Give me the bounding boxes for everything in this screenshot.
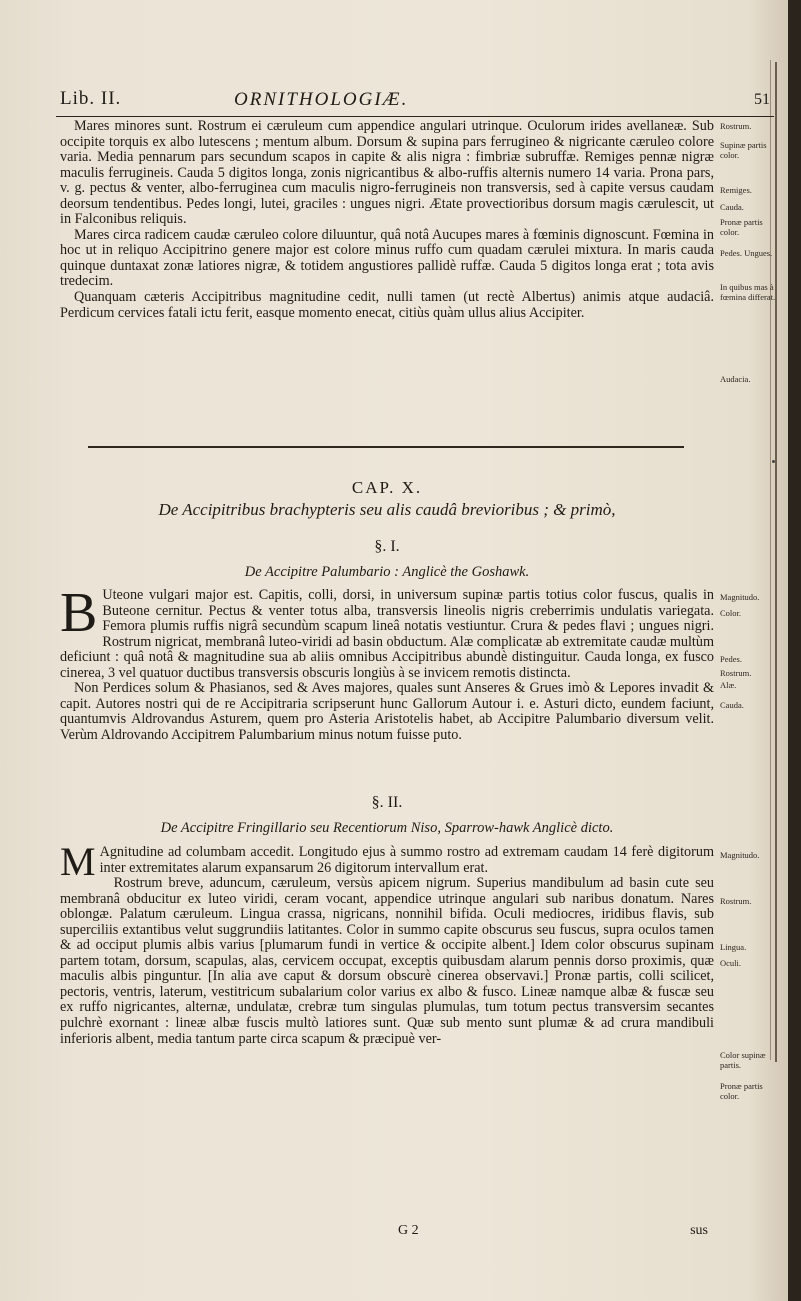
page-edge (775, 62, 777, 1062)
section-mark: §. I. (374, 538, 400, 555)
drop-cap: M (60, 839, 96, 884)
paragraph-text: Agnitudine ad columbam accedit. Longitudo ejus à summo rostro ad extremam caudam 14 ferè digitorum inter extremitates alarum expansarum 26 digitorum intervallum erat. (99, 844, 714, 876)
section-mark: §. II. (371, 794, 403, 811)
page-number: 51 (754, 91, 770, 108)
chapter-title: De Accipitribus brachypteris seu alis caudâ brevioribus ; & primò, (158, 500, 616, 519)
book-number: Lib. II. (60, 88, 122, 109)
marginal-note: Audacia. (720, 374, 751, 384)
marginal-note: Supinæ partis color. (720, 140, 767, 160)
marginal-note: Rostrum. (720, 896, 752, 906)
drop-cap: B (60, 582, 98, 644)
section-rule (88, 446, 684, 448)
text-block-2 (60, 582, 714, 743)
marginal-note: Alæ. (720, 680, 737, 690)
section-title: De Accipitre Palumbario : Anglicè the Goshawk. (244, 564, 530, 580)
chapter-number: CAP. X. (351, 478, 423, 497)
paragraph-text: Uteone vulgari major est. Capitis, colli, dorsi, in universum supinæ partis totius color fuscus, qualis in Buteone cernitur. Pectus & venter totus alba, transversis lineolis nigris creberrimis undulatis variegata. Femora plumis ruffis nigrâ secundùm scapum lineâ notatis vestiuntur. Crura & pedes flavi ; ungues nigri. Rostrum nigricat, membranâ luteo-viridi ad basin obductum. Alæ complicatæ ab extremitate caudæ multùm deficiunt : quâ notâ & magnitudine sua ab aliis omnibus Accipitribus abundè distinguitur. Cauda longa, ex fusco cinerea, 3 vel quatuor ductibus transversis obscuris longiùs à se invicem remotis distincta. (60, 587, 714, 681)
paragraph: Non Perdices solum & Phasianos, sed & Aves majores, quales sunt Anseres & Grues imò & Lepores invadit & capit. Autores nostri qui de re Accipitraria scripserunt hunc Gallorum Autour i. e. Asturi dicto, eundem faciunt, quantumvis Aldrovandus Asturem, quem pro Asteria Aristotelis habet, ab Accipitre Palumbario diversum velit. Verùm Aldrovando Accipitrem Palumbarium minus notum fuisse puto. (60, 680, 714, 743)
marginal-note: Rostrum. (720, 668, 752, 678)
marginal-note: Magnitudo. (720, 850, 760, 860)
marginal-note: Pronæ partis color. (720, 1081, 763, 1101)
text-block-1 (60, 119, 714, 321)
running-title: ORNITHOLOGIÆ. (234, 89, 409, 110)
marginal-note: Lingua. (720, 942, 747, 952)
section-title: De Accipitre Fringillario seu Recentiorum Niso, Sparrow-hawk Anglicè dicto. (160, 820, 614, 836)
paragraph: Quanquam cæteris Accipitribus magnitudine cedit, nulli tamen (ut rectè Albertus) animis atque audaciâ. Perdicum cervices fatali ictu ferit, easque momento enecat, citiùs quàm ullus alius Accipiter. (60, 289, 714, 321)
signature-mark: G 2 (398, 1223, 419, 1238)
marginal-note: Pronæ partis color. (720, 217, 763, 237)
marginal-note: Color. (720, 608, 742, 618)
paragraph: Mares minores sunt. Rostrum ei cæruleum cum appendice angulari utrinque. Oculorum irides avellaneæ. Sub occipite torquis ex albo lutescens ; mentum album. Dorsum & supina pars ferrugineo & nigricante cæruleo colore varia. Media pennarum pars secundum scapos in capite & alis nigra : fimbriæ subruffæ. Remiges pennæ nigræ maculis ferrugineis. Cauda 5 digitos longa, zonis nigricantibus & albo-ruffis alternis numero 14 varia. Prona pars, v. g. pectus & venter, albo-ferruginea cum maculis nigro-ferrugineis non transversis, sed à capite versus caudam deorsum tendentibus. Pedes longi, lutei, graciles : ungues nigri. Ætate provectioribus dorsum magis cærulescit, ut in Falconibus reliquis. (60, 118, 714, 228)
marginal-note: Pedes. (720, 654, 742, 664)
marginal-note: Color supinæ partis. (720, 1050, 766, 1070)
marginal-note: Pedes. Ungues. (720, 248, 773, 258)
paragraph: Rostrum breve, aduncum, cæruleum, versùs apicem nigrum. Superius mandibulum ad basin cute seu membranâ obducitur ex luteo viridi, ceram vocant, appendice utrinque angulari sub naribus donatum. Nares oblongæ. Palatum cæruleum. Lingua crassa, nigricans, nonnihil bifida. Oculi mediocres, iridibus flavis, sub superciliis extantibus velut suggrundiis latitantes. Color in summo capite obscurus seu fuscus, supra oculos tamen & ad occiput plumis albis varius [plumarum fundi in vertice & occipite albent.] Idem color obscurus supinam partem totam, dorsum, scapulas, alas, cervicem occupat, exceptis quibusdam alarum pennis dorso proximis, quæ maculis albis pinguntur. [In alia ave caput & dorsum obscurè cinerea observavi.] Pronæ partis, colli scilicet, pectoris, ventris, laterum, vestitricum subalarium color varius ex albo & fusco. Lineæ namque albæ & fuscæ seu ex ruffo nigricantes, alternæ, undulatæ, crebræ tum singulas plumulas, tum totum pectus transversim secantes pulchrè exornant : lineæ albæ fuscis multò latiores sunt. Quæ sub mento sunt plumæ & ad crura mandibuli inferioris albent, media tantum parte circa scapum & præcipuè ver- (60, 875, 714, 1047)
marginal-note: Cauda. (720, 700, 744, 710)
paragraph (60, 839, 714, 884)
marginal-note: Magnitudo. (720, 592, 760, 602)
marginal-note: Cauda. (720, 202, 744, 212)
catchword: sus (690, 1223, 708, 1238)
ink-spot (772, 460, 775, 463)
marginal-note: Rostrum. (720, 121, 752, 131)
marginal-note: In quibus mas à fœmina differat. (720, 282, 776, 302)
text-block-3 (60, 839, 714, 1047)
paragraph: Mares circa radicem caudæ cæruleo colore diluuntur, quâ notâ Aucupes mares à fœminis dignoscunt. Fœmina in hoc ut in reliquo Accipitrino genere major est colore minus ruffo cum quadam cærulei mixtura. In maris cauda quinque duntaxat zonæ latiores nigræ, & totidem angustiores pallidè ruffæ. Cauda 5 digitos longa erat ; tota avis tredecim. (60, 226, 714, 290)
page-footer (60, 1223, 714, 1241)
marginal-note: Remiges. (720, 185, 752, 195)
marginal-note: Oculi. (720, 958, 742, 968)
running-header (56, 88, 774, 117)
paragraph (60, 582, 714, 681)
